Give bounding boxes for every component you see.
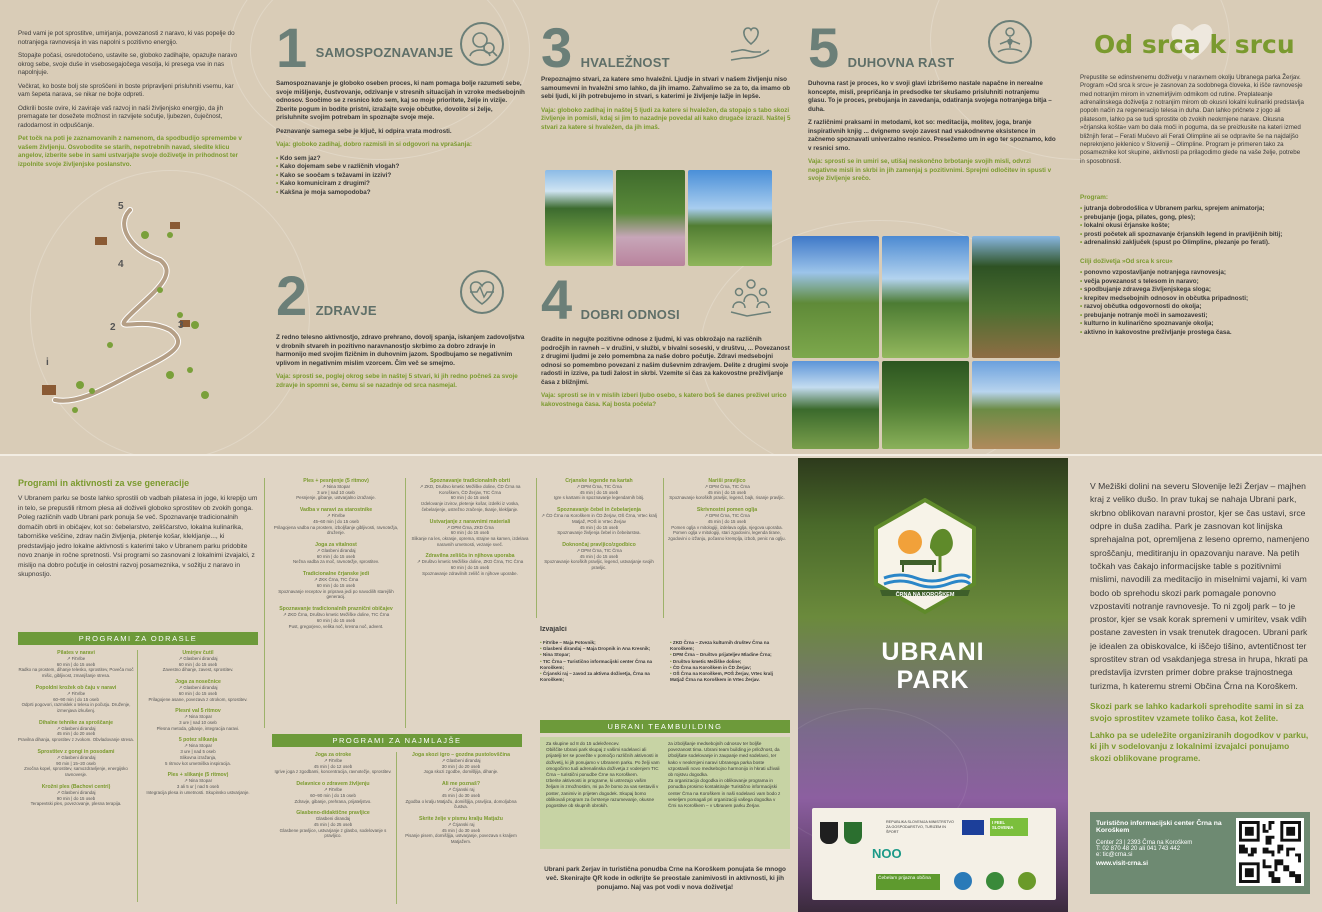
program-item-details: ↗ Glasbeni dirandaj 60 min | do 15 oseb Zavestno dihanje, zavest, sprostitev.: [162, 656, 234, 673]
najmlajse-section: [272, 734, 522, 904]
program-item-title: Joga za vitalnost: [315, 542, 357, 549]
program-item: [540, 478, 658, 501]
program-item: [400, 816, 522, 845]
exercise-text: Vaja: sprosti se, poglej okrog sebe in naštej 5 stvari, ki jih redno počneš za svoje zdravje in spomni se, čemu si se nazadnje od srca nasmejal.: [276, 373, 518, 389]
list-item: • ČD Črna na Koroškem in ČD Žerjav;: [670, 665, 788, 671]
i-feel-slovenia-logo: I FEEL SLOVENIA: [990, 818, 1028, 836]
exercise-text: Vaja: sprosti se in umiri se, utišaj neskončno brbotanje svojih misli, odvrzi negativne misli in skrbi in jih zamenjaj s pozitivnimi. Sprejmi odločitev in spusti v svoje življenje srečo.: [808, 158, 1052, 182]
program-item-title: Skrivnostni pomen oglja: [696, 507, 758, 514]
list-item: • večja povezanost s telesom in naravo;: [1080, 278, 1305, 287]
noo-logo: NOO: [872, 846, 902, 861]
photo-trees-path: [972, 236, 1060, 358]
contact-address: Center 23 | 2393 Črna na Koroškem: [1096, 840, 1193, 846]
program-item: [140, 708, 256, 731]
program-item-details: ↗ DPM Črna, TIC Črna 45 min | do 15 oseb Spoznavanje koroških pravljic, legend, bajk, risanje pravljic.: [669, 484, 785, 501]
list-item: • Glasbeni dirandaj – Maja Dropnik in Ana Kresnik;: [540, 646, 658, 652]
goals-title: Cilji doživetja »Od srca k srcu«: [1080, 257, 1173, 265]
program-item-details: ↗ ZKK Črna, TIC Črna 60 min | do 15 oseb Spoznavanje receptov in priprava jedi po navodilih starejših generacij.: [278, 577, 394, 600]
programi-title: Programi in aktivnosti za vse generacije: [18, 478, 190, 488]
program-item-details: ↗ DPM Črna, TIC Črna 45 min | do 15 oseb Igre s kartami in spoznavanje legendarnih bitij.: [553, 484, 645, 501]
program-item: [18, 720, 134, 743]
cover-title-1: UBRANI: [881, 638, 985, 666]
cover-panel: [798, 458, 1068, 912]
program-item-details: ↗ Nina Stopar 3 ure | nad 5 oseb Slikovna izražanja, 5 ritmov kot umetniška inspiracija.: [165, 743, 231, 766]
teambuilding-band: UBRANI TEAMBUILDING: [540, 720, 790, 733]
program-item-details: ↗ ČD Črna na Koroškem in ČD Žerjav, OŠ Črna, Vrtec kralj Matjaž, POŠ in Vrtec Žerjav 45 min | do 15 oseb Spoznavanje življenja čebel in čebelarstva.: [541, 513, 657, 536]
program-item-title: Sprostitev z gongi in posodami: [37, 748, 115, 755]
section-4: [541, 272, 791, 452]
program-item-title: 5 potez slikanja: [178, 737, 218, 744]
program-item: [18, 650, 134, 679]
program-item: [272, 478, 400, 501]
program-item: [272, 781, 394, 804]
list-item: • Kakšna je moja samopodoba?: [276, 189, 526, 198]
program-item-title: Umirjev čutil: [182, 650, 214, 656]
teambuilding-left-text: Za skupine od 8 do 15 udeležencev. Obiščite Ubrani park skupaj z vašimi sodelavci ali prijatelji ter se povežite v pomočjo različnih aktivnosti in doživetij, ki jih ponujamo v Ubranem parku. Po želji vam omogočimo tudi adrenalinska doživetja z vodenjem TIC Črna – turistični ponudbe Črne na Koroškem. Izberite aktivnosti in programe, ki ustrezajo vašim željam in zmožnostim, mi pa že bomo za vas sestavili v poster, zanimiv in prijeten dogodek. Skupaj bomo oblikovali program za čvrstenje razumevanje, okusne pogostitve ob skupnih obrokih.: [546, 741, 660, 808]
program-item: [410, 519, 530, 548]
programi-text: V Ubranem parku se boste lahko sprostili ob vadbah pilatesa in joge, ki krepijo um in telo, se prepustili ritmom plesa ali doživeli globoko sprostitev ob zvokih gonga. Poleg različnih vadb Ubrani park ponuja še več. Spoznavanje tradicionalnih domačih obrti in običajev, kot so: čebelarstvo, zeliščarstvo, lokalna kulinarika, taborniške veščine, zdrav način življenja, pletenje košar, klekljanje..., ki predstavljajo jedro lokalne aktivnosti s katerimi tako v Ubranem parku pridobite novo znanje in ročne spretnosti. Vsi programi so zasnovani z lokalnimi izvajalci, z mislijo na dobro počutje in celostni razvoj posameznika, v sožitju z naravo in skupnostjo.: [18, 495, 258, 579]
eu-flag-icon: [962, 820, 984, 835]
list-item: • Kako komuniciram z drugimi?: [276, 180, 526, 189]
ubrani-logo: [870, 498, 980, 618]
intro-paragraph: Pred vami je pot sprostitve, umirjanja, povezanosti z naravo, ki vas popelje do notranjega ravnovesja in vas napolni s pozitivno energijo.: [18, 30, 235, 46]
fold-line: [0, 454, 1322, 456]
list-item: • DPM Črna – Društvo prijateljev Mladine Črna;: [670, 652, 788, 658]
program-item: [140, 737, 256, 766]
programi-panel: [18, 478, 258, 585]
program-item-details: ↗ Nina Stopar 3 ure | nad 10 oseb Plesna metoda, gibanje, integracija naravi.: [156, 714, 240, 731]
najmlajse-left-column: [272, 752, 394, 845]
program-item-title: Doknončaj pravljico/zgodbico: [562, 542, 636, 549]
odrasle-right-column: [140, 650, 256, 802]
footer-text: Ubrani park Žerjav in turistična ponudba Črne na Koroškem ponujata še mnogo več. Skenirajte QR kode in odkrijte še preostale zanimivosti in aktivnosti, ki jih ponujamo. Naj vas pot vodi v nova doživetja!: [544, 866, 786, 891]
list-item: • Kako dojemam sebe v različnih vlogah?: [276, 163, 526, 172]
photo-hills: [882, 236, 969, 358]
program-item: [668, 478, 786, 501]
section-number: 4: [541, 272, 573, 331]
program-item-details: ↗ DPM Črna, ZKD Črna 60 min | do 15 oseb Slikanje na les, okrasje, oprema, strajne na kamen, izdelava naravnih umetnosti, vezanje sveč.: [411, 524, 529, 547]
program-item: [540, 542, 658, 571]
teambuilding-section: [540, 720, 790, 860]
badge-icon: [986, 872, 1004, 890]
program-item-details: ↗ FitVibe 60 min | do 15 oseb Radko na prostem, dihanje telesko, sprostitev, Poveča moč mišic, gibljivost, zmanjšanje stresa.: [18, 656, 134, 679]
program-item-title: Zdravilna zelišča in njihova uporaba: [425, 553, 515, 560]
photo-forest-path: [545, 170, 613, 266]
program-item: [272, 752, 394, 775]
list-item: • lokalni okusi črjanske košte;: [1080, 222, 1305, 231]
program-item-title: Popoldni krožek ob čaju v naravi: [35, 684, 117, 691]
izvajalci-section: [540, 626, 790, 716]
program-item-details: ↗ FitVibe 45 min | do 12 oseb Igrive joga z zgodbami, koncentracija, ravnotežje, sprostitev.: [274, 758, 392, 775]
program-item-title: Tradicionalne črjanske jedi: [302, 571, 370, 578]
list-item: • prosti početek ali spoznavanje črjanskih legend in pravljičnih bitij;: [1080, 231, 1305, 240]
program-item-details: ↗ FitVibe 60–90 min | do 15 oseb Zdravje, gibanje, prehrana, prijateljstvo.: [294, 787, 372, 804]
program-item-title: Črjanske legende na kartah: [565, 478, 633, 484]
program-item-title: Vadba v naravi za starostnike: [299, 507, 373, 514]
odrasle-section: [18, 632, 258, 902]
section-2: [276, 268, 526, 448]
heartbeat-icon: [460, 270, 504, 314]
contact-email[interactable]: e: tic@crna.si: [1096, 852, 1133, 858]
program-item: [18, 784, 134, 807]
program-item-details: ↗ ZKD Črna, Društvo kmetic Mežiške doline, TIC Črna 60 min | do 15 oseb Pust, gregorjevo, velika noč, kresna noč, advent.: [282, 612, 390, 629]
coat-of-arms-icon: [820, 822, 838, 844]
contact-box: [1090, 812, 1310, 894]
program-item-details: ↗ Glasbeni dirandaj 90 min | 15–20 oseb Zvočna kopel, sprostitev, samozdravljenje, energijsko ravnovesje.: [24, 754, 128, 778]
section-1: [276, 20, 526, 230]
program-item-details: ↗ DPM Črna, TIC Črna 45 min | do 15 oseb Spoznavanje koroških pravljic, legend, ustvarjanje svojih pravljic.: [544, 548, 654, 571]
odrasle-left-column: [18, 650, 134, 813]
list-item: • ponovno vzpostavljanje notranjega ravnovesja;: [1080, 269, 1305, 278]
list-item: • prebujanje notranje moči in samozavesti;: [1080, 312, 1305, 321]
list-item: • adrenalinski zaključek (spust po Olimpline, plezanje po ferati).: [1080, 239, 1305, 248]
section-3: [541, 20, 791, 170]
about-green-1: Skozi park se lahko kadarkoli sprehodite sami in si za svojo sprostitev vzamete toliko časa, kot želite.: [1090, 701, 1304, 723]
program-item-title: Glasbeno-didaktične pravljice: [296, 810, 370, 817]
path-map: [20, 195, 250, 435]
teambuilding-right-text: za izboljšanje medsebojnih odnosov ter boljše povezanost tima. Ubrani team building je priložnost, da izboljšate sodelovanje in zaupanje med sodelavci, ter kako v neokrnjeni naravi Ubranega parka boste vzpostavili novo medsebojno harmonijo in hkrati uživali ob rojstvu dogodka. Za organizacijo dogodka in oblikovanje programa in ponudba prosimo kontaktirajte Turistično informacijski center Črna na Koroškem in naši sodelavci vam bodo z veseljem pomagali pri organizaciji vašega dogodka v Črni na Koroškem – v Ubranem parku Žerjav.: [668, 741, 781, 808]
program-item: [140, 772, 256, 795]
list-item: • OŠ Črna na Koroškem, POŠ Žerjav, Vrtec kralj Matjaž Črna na Koroškem in Vrtec Žerjav.: [670, 671, 788, 683]
section-text: Z redno telesno aktivnostjo, zdravo prehrano, dovolj spanja, iskanjem zadovoljstva v drobnih stvareh in pozitivno naravnanostjo skrbimo za dobro zdravje in harmonijo med svojim fizičnim in duhovnim jazom. Spodbujamo se negativnim vplivom in negativnim mislim vzorcem. Čim več se smejmo.: [276, 334, 525, 367]
contact-title: Turistično informacijski center Črna na Koroškem: [1096, 820, 1222, 834]
list-item: • TIC Črna – Turistično informacijski center Črna na Koroškem;: [540, 659, 658, 671]
badge-icon: [954, 872, 972, 890]
program-item-details: ↗ DPM Črna, TIC Črna 45 min | do 15 oseb Pomen oglja v mitologiji, izdelava oglja, njegova uporaba. Pomen oglja v mitologiji, stari zgodovini, legenda tirane, zgodovini o izžanju, počasno kremplja, izbob, penic na oglju.: [668, 513, 786, 542]
map-label: 3: [178, 320, 184, 331]
map-label: i: [46, 357, 49, 368]
section-title: ZDRAVJE: [315, 303, 377, 319]
program-item-details: ↗ Glasbeni dirandaj 45 min | do 20 oseb Pravilna dihanja, sprostitev z zvokom. Obvladovanje stresa.: [18, 725, 134, 743]
column-4: [540, 478, 658, 618]
program-list: [1080, 205, 1305, 248]
program-item-title: Joga za nosečnice: [175, 679, 221, 686]
program-item-title: Nariši pravljico: [708, 478, 746, 484]
house-icon: [42, 385, 56, 395]
program-item: [140, 679, 256, 702]
program-item-title: Ples + slikanje (5 ritmov): [167, 772, 229, 779]
section-text: Duhovna rast je proces, ko v svoji glavi izbrišemo nastale napačne in nerealne koncepte, misli, prepričanja in predsodke ter skušamo prisluhniti notranjemu glasu. To je proces, prebujanja in zavedanja, odatiranja svojega notranjega bitja – duha.: [808, 80, 1052, 113]
program-item-details: ↗ Glasbeni dirandaj 90 min | do 15 oseb Terapevtski ples, povezovanje, plesna terapija.: [30, 789, 122, 807]
photo-wooden-deck: [972, 361, 1060, 449]
program-item-title: Joga za otroke: [314, 752, 352, 758]
srce-title: Od srca k srcu: [1094, 30, 1295, 59]
about-panel: [1090, 480, 1310, 800]
intro-panel: [18, 30, 244, 174]
program-item-title: Spoznavanje tradicionalnih obrti: [429, 478, 511, 484]
program-item: [272, 810, 394, 839]
column-2: [272, 478, 400, 728]
program-item-title: Dihalne tehnike za sproščanje: [38, 719, 114, 726]
exercise-text: Vaja: sprosti se in v mislih izberi ljubo osebo, s katero boš še danes preživel urico kakovostnega časa. Kaj bosta počela?: [541, 392, 787, 408]
badge-icon: [1018, 872, 1036, 890]
qr-code-icon[interactable]: [1236, 818, 1304, 886]
program-item-title: Delavnice o zdravem življenju: [296, 781, 370, 788]
logo-text: ČRNA NA KOROŠKEM: [895, 592, 955, 598]
person-search-icon: [460, 22, 504, 66]
program-item-title: Spoznavanje čebel in čebelarjenja: [557, 507, 641, 514]
program-item-title: Krožni ples (Bachovi centri): [41, 783, 111, 790]
ministry-logo: REPUBLIKA SLOVENIJA MINISTRSTVO ZA GOSPODARSTVO, TURIZEM IN ŠPORT: [886, 820, 954, 834]
intro-paragraph: Večkrat, ko boste bolj ste sproščeni in boste pripravljeni prisluhniti vsemu, kar vam šepeta narava, se nikar ne bojte odpreti.: [18, 82, 234, 98]
photo-meadow: [688, 170, 772, 266]
section-title: SAMOSPOZNAVANJE: [315, 45, 454, 61]
section-text: Peznavanje samega sebe je ključ, ki odpira vrata modrosti.: [276, 127, 452, 135]
section-number: 5: [808, 20, 840, 79]
program-item: [140, 650, 256, 673]
program-item: [18, 685, 134, 714]
program-item-details: ↗ Nina Stopar 3 ure | nad 10 oseb Pesnjenje, gibanje, ustvarjalno izražanje.: [296, 484, 376, 501]
list-item: • razvoj občutka odgovornosti do okolja;: [1080, 303, 1305, 312]
question-list: [276, 155, 526, 198]
program-item: [18, 749, 134, 778]
map-label: 5: [118, 201, 124, 212]
exercise-text: Vaja: globoko zadihaj, dobro razmisli in si odgovori na vprašanja:: [276, 141, 472, 148]
program-item-title: Plesni val 5 ritmov: [175, 708, 221, 715]
list-item: • aktivno in kakovostne preživljanje prostega časa.: [1080, 329, 1305, 338]
list-item: • kulturno in kulinarično spoznavanje okolja;: [1080, 320, 1305, 329]
program-item: [272, 606, 400, 629]
izvajalci-right-list: [670, 640, 788, 683]
program-item-title: Ustvarjanje z naravnimi materiali: [429, 518, 511, 525]
list-item: • Društvo kmetic Mežiške doline;: [670, 659, 788, 665]
program-item-details: ↗ Glasbeni dirandaj 60 min | do 15 oseb Nežna vadba za moč, ravnotežje, sprostitev.: [292, 548, 380, 565]
najmlajse-band: PROGRAMI ZA NAJMLAJŠE: [272, 734, 522, 747]
program-item-title: Pilates v naravi: [57, 650, 95, 656]
izvajalci-left-list: [540, 640, 658, 683]
program-title: Program:: [1080, 193, 1108, 201]
program-item-title: Ali me poznaš?: [441, 781, 481, 788]
program-item-details: ↗ Črjanski raj 45 min | do 30 oseb Pisanje pisem, domišljija, ustvarjanje, povezava s kraljem Matjažem.: [405, 822, 517, 845]
list-item: • krepitev medsebojnih odnosov in občutka pripadnosti;: [1080, 295, 1305, 304]
map-label: 2: [110, 322, 116, 333]
program-item-title: Spoznavanje tradicionalnih praznični običajev: [279, 606, 393, 613]
intro-paragraph: Stopajte počasi, osredotočeno, ustavite se, globoko zadihajte, opazujte naravo okrog sebe, svoje duše in vsebosegajočega vesolja, ki presega vse in nas napolnjuje.: [18, 52, 238, 76]
program-item: [400, 781, 522, 810]
section-5: [808, 20, 1058, 220]
section-title: HVALEŽNOST: [580, 55, 670, 71]
photo-bench-meadow: [792, 236, 879, 358]
program-item: [410, 478, 530, 513]
list-item: • prebujanje (joga, pilates, gong, ples);: [1080, 214, 1305, 223]
exercise-text: Vaja: globoko zadihaj in naštej 5 ljudi za katere si hvaležen, da stopajo s tabo skozi življenje in pomisli, kdaj si jim to nazadnje povedal ali kako drugače izrazil. Naštej 5 stvari za katere si hvaležen, da jih imaš.: [541, 106, 791, 131]
program-item-title: Joga skozi igro – gozdna pustolovščina: [411, 752, 510, 758]
program-item: [668, 507, 786, 542]
goals-list: [1080, 269, 1305, 337]
list-item: • FitVibe – Maja Potovnik;: [540, 640, 658, 646]
section-number: 1: [276, 20, 308, 79]
contact-phone: T: 02 870 48 20 ali 041 743 442: [1096, 846, 1181, 852]
meditation-icon: [988, 20, 1032, 64]
program-item-details: ↗ Črjanski raj 45 min | do 30 oseb Zgodba o kralju Matjažu, domišljija, pravljica, domoljubna čustva.: [405, 787, 517, 810]
program-item-title: Skrite želje v pismu kralju Matjažu: [419, 816, 503, 823]
photo-swing-frame: [882, 361, 969, 449]
srce-panel: [1080, 22, 1305, 452]
map-label: 4: [118, 259, 124, 270]
program-item-details: ↗ Glasbeni dirandaj 60 min | do 15 oseb Prilagojene asane, povezava z otrokom, sprostitev.: [148, 685, 248, 702]
program-item-title: Ples + pesnjenje (5 ritmov): [303, 478, 369, 484]
section-text: Gradite in negujte pozitivne odnose z ljudmi, ki vas obkrožajo na različnih področjih in ravneh – v družini, v službi, v bivalni soseski, v društvu, ... Povezanost z drugimi ljudmi je zelo pomembna za naše dobro počutje. Zdravi medsebojni odnosi so pomembno povezani z našim duševnim zdravjem. Delite z drugimi svoje radosti in izzive, pa tudi žalost in skrbi. Vzemite si čas za kakovostne preživljanje časa z bližnjimi.: [541, 336, 790, 386]
about-text: V Mežiški dolini na severu Slovenije leži Žerjav – majhen kraj z veliko dušo. In prav tukaj se nahaja Ubrani park, skrbno oblikovan naravni prostor, kjer se čas ustavi, srce odpre in duša zadiha. Park je zasnovan kot linijska sprehajalna pot, opremljena z leseno opremo, namenjeno sproščanju, meditiranju in opazovanju narave. Na petih točkah vas čakajo informacijske table s pozitivnimi mislimi, navodili za meditacijo in miselnimi vajami, ki vam bodo ob sprehodu skozi park pomagale ponovno vzpostaviti notranje ravnovesje. To ni zgolj park – to je prostor, kjer se vsak korak spremeni v umiritev, vsak vdih postane zavesten in vsak trenutek dragocen. Ubrani park je idealen za obiskovalce, ki iščejo tišino, avtentičnost ter sprostitev stran od vsakdanjega stresa in hrupa, hkrati pa predstavlja izvrsten primer dobre prakse trajnostnega turizma, h kateremu stremi Občina Črna na Koroškem.: [1090, 481, 1310, 691]
section-title: DOBRI ODNOSI: [580, 307, 680, 323]
program-item: [272, 507, 400, 536]
program-item: [410, 553, 530, 576]
list-item: • spodbujanje zdravega življenjskega sloga;: [1080, 286, 1305, 295]
list-item: • Kdo sem jaz?: [276, 155, 526, 164]
list-item: • jutranja dobrodošlica v Ubranem parku, sprejem animatorja;: [1080, 205, 1305, 214]
program-item: [272, 571, 400, 600]
program-item-details: ↗ FitVibe 60–90 min | do 15 oseb Odprti pogovori, razmislek o telesu in počutju. Druženje, izmenjava izkušenj.: [21, 690, 131, 714]
contact-web[interactable]: www.visit-crna.si: [1096, 860, 1148, 867]
section-text: Z različnimi praksami in metodami, kot so: meditacija, molitev, joga, branje inspirativnih knjig ... dvignemo svojo zavest nad vsakodnevne eksistence in začnemo spoznavati univerzalno resnico. Presežemo um in ego ter spoznamo, kdo v resnici smo.: [808, 119, 1056, 152]
photo-valley: [792, 361, 879, 449]
program-item-details: ↗ Glasbeni dirandaj 30 min | do 20 oseb Joga skozi zgodbe, domišljija, dihanje.: [423, 758, 499, 775]
cebelam-logo: Čebelam prijazna občina: [876, 874, 940, 890]
section-text: Prepoznajmo stvari, za katere smo hvaležni. Ljudje in stvari v našem življenju niso samoumevni in hvaležni smo lahko, da jih imamo. Zahvalimo se za to, da imamo ob sebi ljudi, ki jih potrebujemo in stvari, s katerimi je življenje lažje in lepše.: [541, 76, 791, 100]
sponsor-strip: [812, 808, 1056, 900]
list-item: • Nina Stopar;: [540, 652, 658, 658]
logo-icon: [870, 498, 980, 618]
list-item: • Kako se soočam s težavami in izzivi?: [276, 172, 526, 181]
people-icon: [727, 272, 771, 316]
column-5: [668, 478, 786, 618]
path-map-svg: [20, 195, 250, 435]
intro-highlight: Pet točk na poti je zaznamovanih z namenom, da spodbudijo spremembe v vašem življenju. Osvobodite se starih, nepotrebnih navad, sledite klicu angelov, izberite sebe in sami ustvarjajte svoje doživetje in prihodnost ter izpolnite svoje življenjske poslanstvo.: [18, 135, 242, 168]
column-3: [410, 478, 530, 728]
section-number: 3: [541, 20, 573, 79]
program-item-details: ↗ Društvo kmetic Mežiške doline, ZKD Črna, TIC Črna 60 min | do 15 oseb Spoznavanje zdravilnih zelišč in njihove uporabe.: [416, 559, 524, 576]
intro-paragraph: Odkrili boste ovire, ki zaviraje vaš razvoj in naši življenjsko energijo, da jih premagate ter dosežete možnost in razvijete sočutje, ljubezen, čuječnost, radodarnost in odpuščanje.: [18, 104, 224, 129]
program-item: [400, 752, 522, 775]
section-number: 2: [276, 268, 308, 327]
list-item: • Črjanski raj – zavod za aktivna doživetja, Črna na Koroškem;: [540, 671, 658, 683]
program-item-details: Glasbeni dirandaj 45 min | do 25 oseb Glasbene pravljice, ustvarjanje z glasbo, sodelovanje s pravljico.: [279, 816, 387, 839]
izvajalci-title: Izvajalci: [540, 626, 567, 633]
photo-swing: [616, 170, 685, 266]
program-item: [540, 507, 658, 536]
program-item-details: ↗ FitVibe 45–60 min | do 15 oseb Prilagojena vadba na prostem, izboljšanje gibljivosti, ravnotežja, druženje.: [273, 513, 399, 536]
about-green-2: Lahko pa se udeležite organiziranih dogodkov v parku, ki jih v sodelovanju z lokalnimi izvajalci ponujamo skozi oblikovane programe.: [1090, 729, 1309, 764]
odrasle-band: PROGRAMI ZA ODRASLE: [18, 632, 258, 645]
program-item-details: ↗ ZKD, Društvo kmetic Mežiške doline, ČD Črna na Koroškem, ČD Žerjav, TIC Črna 60 min | do 15 oseb Izdelovanje izvirov, pletenje košar, izdelki iz voska, čebelarjenje, ustrežno zračenje, tkanje, klekljanje.: [419, 484, 521, 512]
cover-title-2: PARK: [896, 666, 970, 694]
program-item: [272, 542, 400, 565]
heart-hand-icon: [727, 22, 771, 66]
list-item: • ZKD Črna – Zveza kulturnih društev Črna na Koroškem;: [670, 640, 788, 652]
srce-text: Prepustite se edinstvenemu doživetju v naravnem okolju Ubranega parka Žerjav. Program »Od srca k srcu« je zasnovan za sodobnega človeka, ki išče ravnovesje med notranjim mirom in vznemirljivim odmikom od rutine. Preplateanje adrenalinskega doživetja z notranjim mirom ob okusni lokalni kulinariki predstavlja popoln način za regeneracijo telesa in duha. Dan lahko pričnete z jogo ali pilatesom, lahko pa se tudi sprostite ob zvokih neokrnjene narave. Okusna »črjanska košta« vam bo dala moči in poguma, da se preizkusite na kateri izmed bližnjih ferat – Ferati Mučevo ali Ferati Olimpline ali se odpravite še na najdaljšo nepreknjeno jeklenico v Sloveniji – Olimpline. Program je primeren tako za posameznike kot skupine, aktivnosti pa prilagodimo glede na vaše želje, potrebe in sposobnosti.: [1080, 74, 1304, 165]
program-item-details: ↗ Nina Stopar 3 ali 5 ur | nad 5 oseb Integracija plesa in umetnosti. Skupinsko ustvarjanje.: [146, 778, 250, 795]
najmlajse-right-column: [400, 752, 522, 851]
section-title: DUHOVNA RAST: [847, 55, 955, 71]
section-text: Samospoznavanje je globoko oseben proces, ki nam pomaga bolje razumeti sebe, svoje mišljenje, čustvovanje, odzivanje v stresnih situacijah in vzroke medsebojnih odnosov. Soočimo se z resnico kdo sem, kaj so moje prioritete, želje in vizije. Zberite pogum in bodite pristni, izražajte svoje občutke, dovolite si želje, prisluhnite svojim potrebam in spoznajte svoje meje.: [276, 80, 525, 121]
coat-of-arms-icon: [844, 822, 862, 844]
